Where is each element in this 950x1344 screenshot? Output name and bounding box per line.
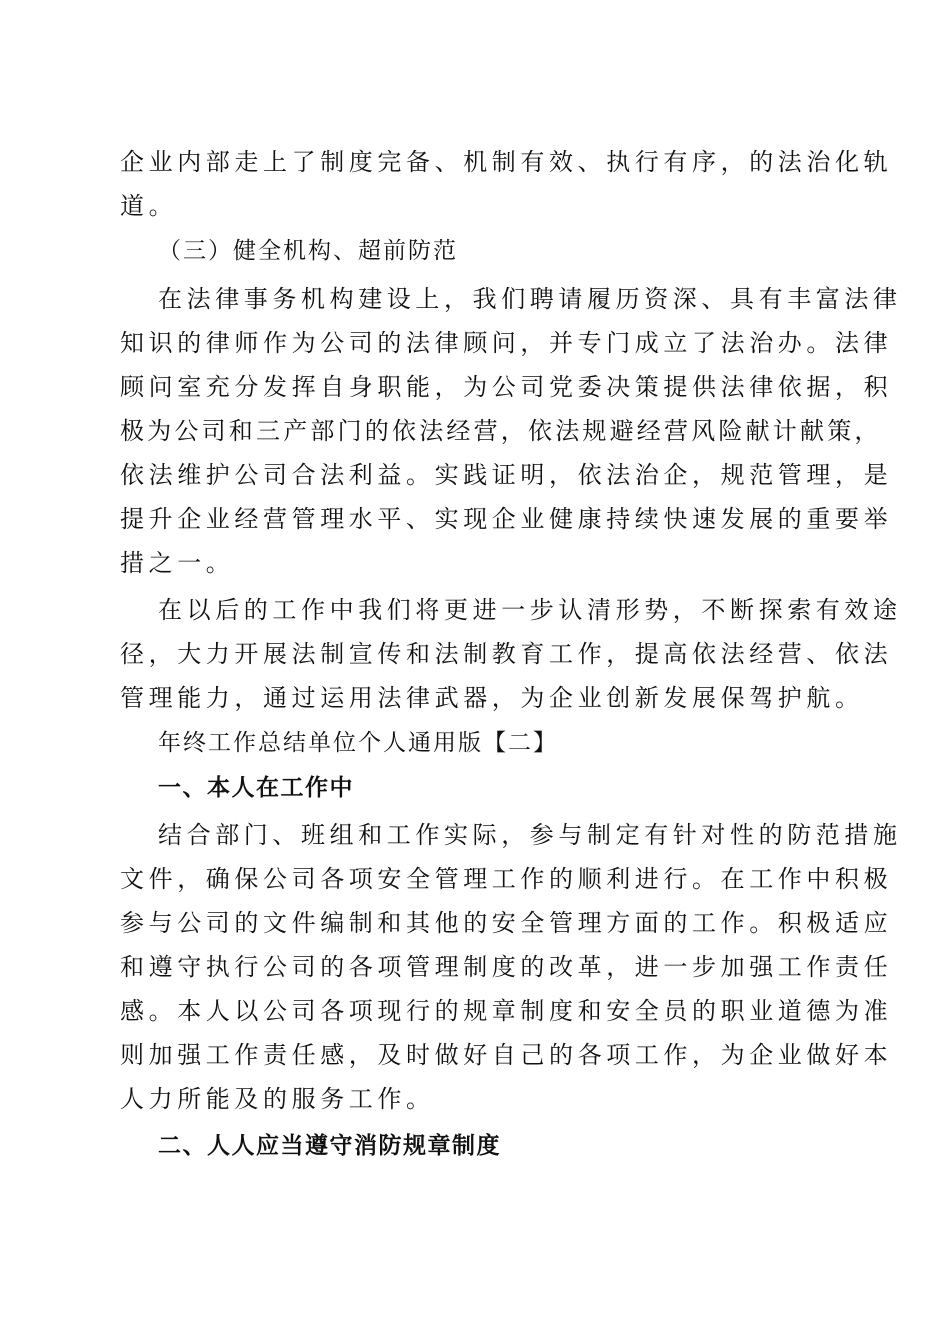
section-heading-two: 二、人人应当遵守消防规章制度 (158, 1133, 501, 1159)
paragraph-line: 和遵守执行公司的各项管理制度的改革，进一步加强工作责任 (120, 953, 893, 981)
paragraph-line: 感。本人以公司各项现行的规章制度和安全员的职业道德为准 (120, 997, 893, 1025)
paragraph-line: 顾问室充分发挥自身职能，为公司党委决策提供法律依据，积 (120, 373, 893, 401)
paragraph-line: 参与公司的文件编制和其他的安全管理方面的工作。积极适应 (120, 909, 893, 937)
paragraph-line: 管理能力，通过运用法律武器，为企业创新发展保驾护航。 (120, 684, 864, 712)
paragraph-line: 知识的律师作为公司的法律顾问，并专门成立了法治办。法律 (120, 329, 893, 357)
paragraph-line: 道。 (120, 192, 178, 220)
paragraph-line: 文件，确保公司各项安全管理工作的顺利进行。在工作中积极 (120, 865, 893, 893)
paragraph-line: 径，大力开展法制宣传和法制教育工作，提高依法经营、依法 (120, 640, 893, 668)
paragraph-line: 在以后的工作中我们将更进一步认清形势，不断探索有效途 (158, 596, 902, 624)
paragraph-line: 极为公司和三产部门的依法经营，依法规避经营风险献计献策， (120, 417, 882, 445)
document-title: 年终工作总结单位个人通用版【二】 (158, 730, 558, 756)
paragraph-line: 人力所能及的服务工作。 (120, 1085, 435, 1113)
section-heading-one: 一、本人在工作中 (158, 775, 354, 801)
section-heading-three: （三）健全机构、超前防范 (158, 238, 458, 264)
paragraph-line: 提升企业经营管理水平、实现企业健康持续快速发展的重要举 (120, 505, 893, 533)
paragraph-line: 则加强工作责任感，及时做好自己的各项工作，为企业做好本 (120, 1041, 893, 1069)
paragraph-line: 措之一。 (120, 549, 235, 577)
paragraph-line: 企业内部走上了制度完备、机制有效、执行有序，的法治化轨 (120, 148, 893, 176)
paragraph-line: 在法律事务机构建设上，我们聘请履历资深、具有丰富法律 (158, 285, 902, 313)
paragraph-line: 结合部门、班组和工作实际，参与制定有针对性的防范措施 (158, 821, 902, 849)
paragraph-line: 依法维护公司合法利益。实践证明，依法治企，规范管理，是 (120, 461, 893, 489)
